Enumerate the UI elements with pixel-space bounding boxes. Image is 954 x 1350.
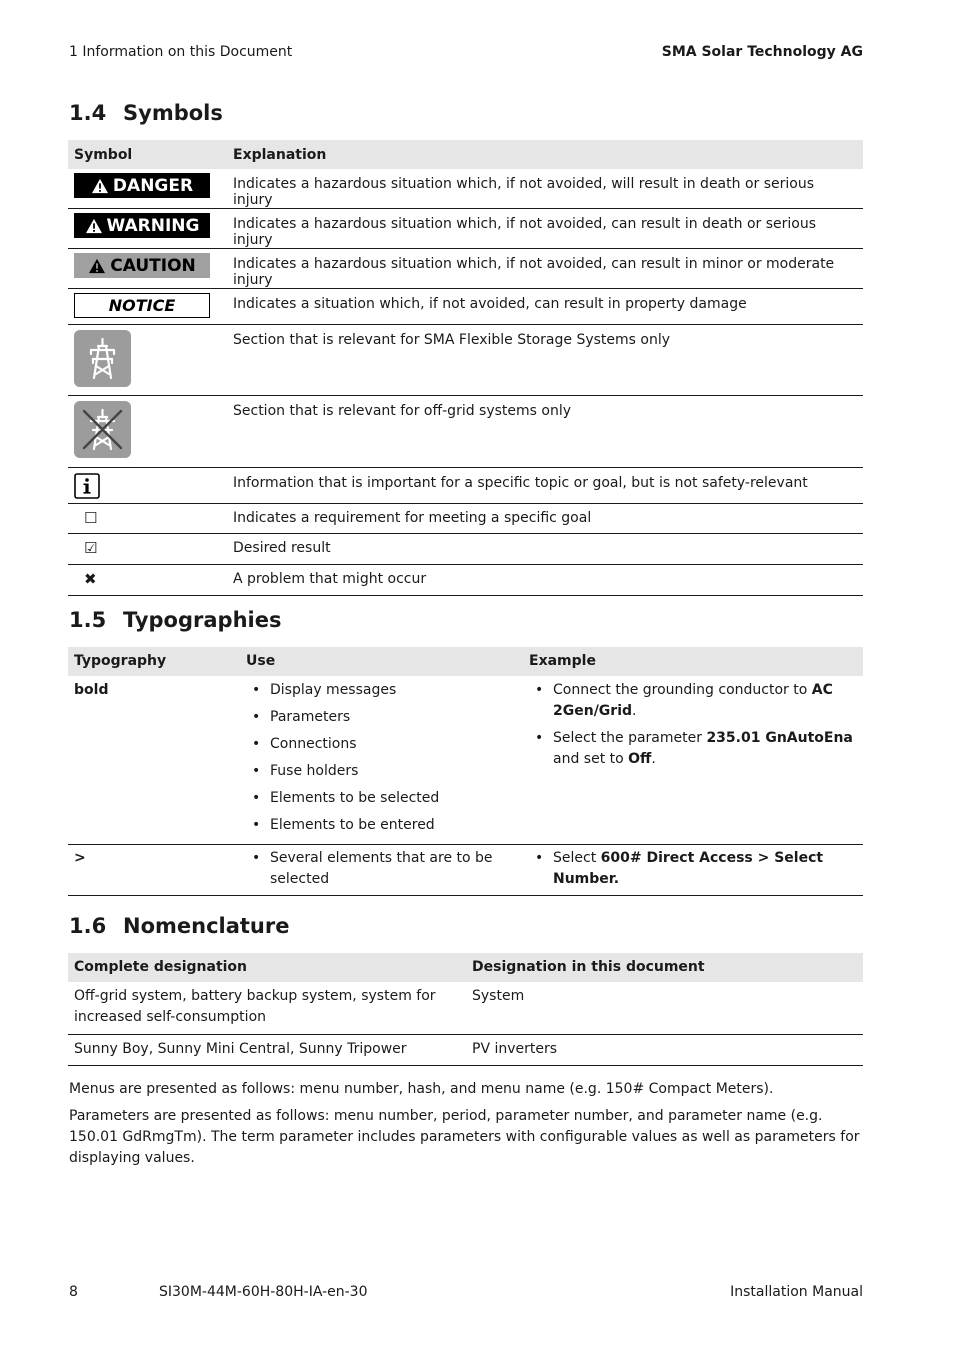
list-item: • Connections [270,734,517,755]
column-header: Explanation [227,140,863,169]
table-row [68,504,863,534]
table-header-row [68,647,863,676]
nomenclature-table [68,953,863,1066]
running-header-company: SMA Solar Technology AG [661,44,863,60]
example-text: Connect the grounding conductor to [553,682,812,698]
explanation-text: Section that is relevant for off-grid systems only [233,403,572,419]
section-heading: Nomenclature [123,914,290,938]
example-text: Select the parameter [553,730,707,746]
badge-label: NOTICE [108,296,176,315]
column-header: Typography [68,647,240,676]
example-list [529,848,857,890]
danger-badge [74,173,210,198]
typography-name: > [74,849,86,866]
section-title-nomenclature [69,914,289,938]
example-list [529,680,857,770]
table-row [68,289,863,325]
table-row [68,209,863,249]
notice-badge [74,293,210,318]
section-title-typographies [69,608,281,632]
badge-label: DANGER [112,175,194,196]
column-header: Symbol [68,140,227,169]
example-bold-text: 600# Direct Access > Select Number. [553,849,824,887]
list-item: • Fuse holders [270,761,517,782]
section-number: 1.4 [69,101,107,125]
list-item: • Parameters [270,707,517,728]
document-code: SI30M-44M-60H-80H-IA-en-30 [159,1284,368,1300]
explanation-text: Desired result [233,540,331,556]
checkbox-checked-icon: ☑ [84,539,98,557]
table-row [68,534,863,565]
explanation-text: Indicates a hazardous situation which, if not avoided, will result in death or serious injury [233,176,815,208]
example-bold-text: Off [628,751,652,767]
example-text: Select [553,849,601,866]
column-header: Example [523,647,863,676]
menus-paragraph: Menus are presented as follows: menu number, hash, and menu name (e.g. 150# Compact Meters). [69,1081,774,1097]
column-header: Designation in this document [466,953,863,982]
explanation-text: Indicates a requirement for meeting a specific goal [233,510,592,526]
short-designation-cell: PV inverters [466,1034,863,1065]
table-row [68,1034,863,1065]
table-header-row [68,140,863,169]
column-header: Use [240,647,523,676]
table-header-row [68,953,863,982]
badge-label: WARNING [106,215,200,236]
checkbox-empty-icon: ☐ [84,509,98,527]
section-title-symbols [69,101,223,125]
parameters-paragraph: Parameters are presented as follows: menu number, period, parameter number, and parameter name (e.g. 150.01 GdRmgTm). The term parameter includes parameters with configurable values as well as parameters for displaying values. [69,1108,860,1166]
warning-triangle-icon [91,178,109,194]
caution-badge [74,253,210,278]
use-list [246,680,517,836]
warning-triangle-icon [88,258,106,274]
badge-label: CAUTION [110,255,196,276]
table-row [68,468,863,504]
explanation-text: Indicates a situation which, if not avoided, can result in property damage [233,296,747,312]
table-row [68,844,863,895]
explanation-text: A problem that might occur [233,571,427,587]
list-item [553,848,857,890]
page-number: 8 [69,1284,78,1300]
table-row [68,249,863,289]
running-header-chapter: 1 Information on this Document [69,44,293,60]
list-item [553,680,857,722]
info-icon [74,473,100,499]
complete-designation-cell: Off-grid system, battery backup system, system for increased self-consumption [68,982,466,1034]
section-number: 1.6 [69,914,107,938]
list-item: • Elements to be selected [270,788,517,809]
short-designation-cell: System [466,982,863,1034]
table-row [68,565,863,596]
warning-triangle-icon [85,218,103,234]
use-list [246,848,517,890]
crossed-out-power-pylon-icon [74,401,131,458]
warning-badge [74,213,210,238]
example-bold-text: 235.01 GnAutoEna [706,730,853,746]
power-pylon-icon [74,330,131,387]
example-bold-text: AC 2Gen/Grid [553,682,833,719]
example-text: and set to [553,751,629,767]
explanation-text: Indicates a hazardous situation which, if not avoided, can result in death or serious injury [233,216,817,248]
table-row [68,169,863,209]
column-header: Complete designation [68,953,466,982]
symbols-table [68,140,863,596]
example-text: . [632,703,637,719]
example-text: . [651,751,656,767]
typography-name: bold [74,682,109,698]
list-item: • Display messages [270,680,517,701]
list-item [553,728,857,770]
section-number: 1.5 [69,608,107,632]
table-row [68,325,863,396]
document-type: Installation Manual [730,1284,863,1300]
explanation-text: Indicates a hazardous situation which, if not avoided, can result in minor or moderate injury [233,256,835,288]
explanation-text: Section that is relevant for SMA Flexible Storage Systems only [233,332,671,348]
table-row [68,676,863,844]
complete-designation-cell: Sunny Boy, Sunny Mini Central, Sunny Tripower [68,1034,466,1065]
section-heading: Typographies [123,608,282,632]
list-item: • Several elements that are to be selected [270,848,517,890]
list-item: • Elements to be entered [270,815,517,836]
typographies-table [68,647,863,896]
section-heading: Symbols [123,101,223,125]
table-row [68,982,863,1034]
explanation-text: Information that is important for a specific topic or goal, but is not safety-relevant [233,475,808,491]
cross-icon: ✖ [84,570,97,588]
table-row [68,396,863,468]
